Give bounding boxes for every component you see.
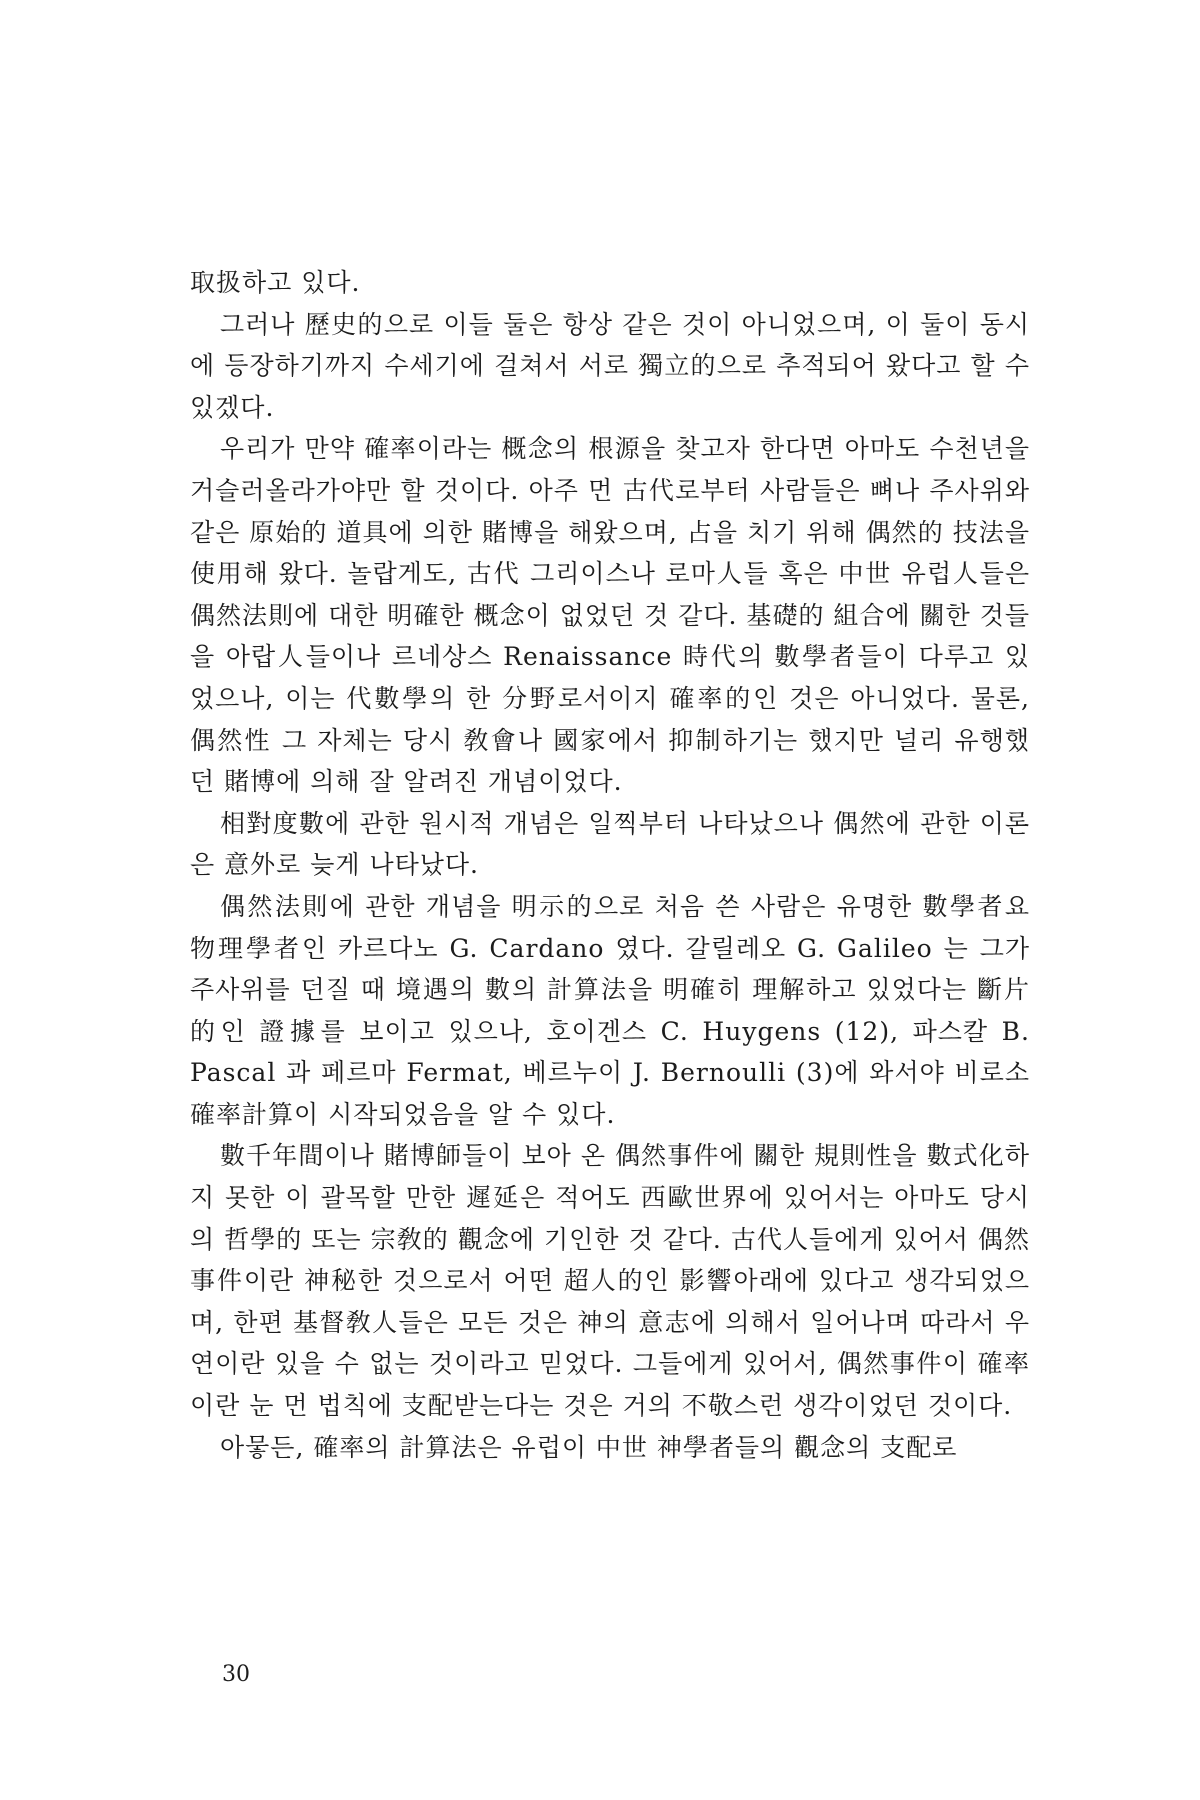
paragraph: 그러나 歷史的으로 이들 둘은 항상 같은 것이 아니었으며, 이 둘이 동시에 등장하기까지 수세기에 걸쳐서 서로 獨立的으로 추적되어 왔다고 할 수 있겠다. <box>190 309 1030 422</box>
paragraph: 取扱하고 있다. <box>190 268 361 297</box>
paragraph: 相對度數에 관한 원시적 개념은 일찍부터 나타났으나 偶然에 관한 이론은 意外로 늦게 나타났다. <box>190 808 1030 880</box>
paragraph: 數千年間이나 賭博師들이 보아 온 偶然事件에 關한 規則性을 數式化하지 못한 이 괄목할 만한 遲延은 적어도 西歐世界에 있어서는 아마도 당시의 哲學的 또는 宗敎的 觀念에 기인한 것 같다. 古代人들에게 있어서 偶然事件이란 神秘한 것으로서 어떤 超人的인 影響아래에 있다고 생각되었으며, 한편 基督敎人들은 모든 것은 神의 意志에 의해서 일어나며 따라서 우연이란 있을 수 없는 것이라고 믿었다. 그들에게 있어서, 偶然事件이 確率이란 눈 먼 법칙에 支配받는다는 것은 거의 不敬스런 생각이었던 것이다. <box>190 1141 1030 1421</box>
page-number: 30 <box>222 1662 250 1687</box>
paragraph: 우리가 만약 確率이라는 概念의 根源을 찾고자 한다면 아마도 수천년을 거슬러올라가야만 할 것이다. 아주 먼 古代로부터 사람들은 뼈나 주사위와 같은 原始的 道具에 의한 賭博을 해왔으며, 占을 치기 위해 偶然的 技法을 使用해 왔다. 놀랍게도, 古代 그리이스나 로마人들 혹은 中世 유럽人들은 偶然法則에 대한 明確한 概念이 없었던 것 같다. 基礎的 組合에 關한 것들을 아랍人들이나 르네상스 Renaissance 時代의 數學者들이 다루고 있었으나, 이는 代數學의 한 分野로서이지 確率的인 것은 아니었다. 물론, 偶然性 그 자체는 당시 敎會나 國家에서 抑制하기는 했지만 널리 유행했던 賭博에 의해 잘 알려진 개념이었다. <box>190 434 1030 797</box>
paragraph: 아뭏든, 確率의 計算法은 유럽이 中世 神學者들의 觀念의 支配로 <box>220 1432 958 1462</box>
paragraph: 偶然法則에 관한 개념을 明示的으로 처음 쓴 사람은 유명한 數學者요 物理學者인 카르다노 G. Cardano 였다. 갈릴레오 G. Galileo 는 그가 주사위를 던질 때 境遇의 數의 計算法을 明確히 理解하고 있었다는 斷片的인 證據를 보이고 있으나, 호이겐스 C. Huygens (12), 파스칼 B. Pascal 과 페르마 Fermat, 베르누이 J. Bernoulli (3)에 와서야 비로소 確率計算이 시작되었음을 알 수 있다. <box>190 891 1030 1129</box>
body-text <box>190 262 1030 1468</box>
